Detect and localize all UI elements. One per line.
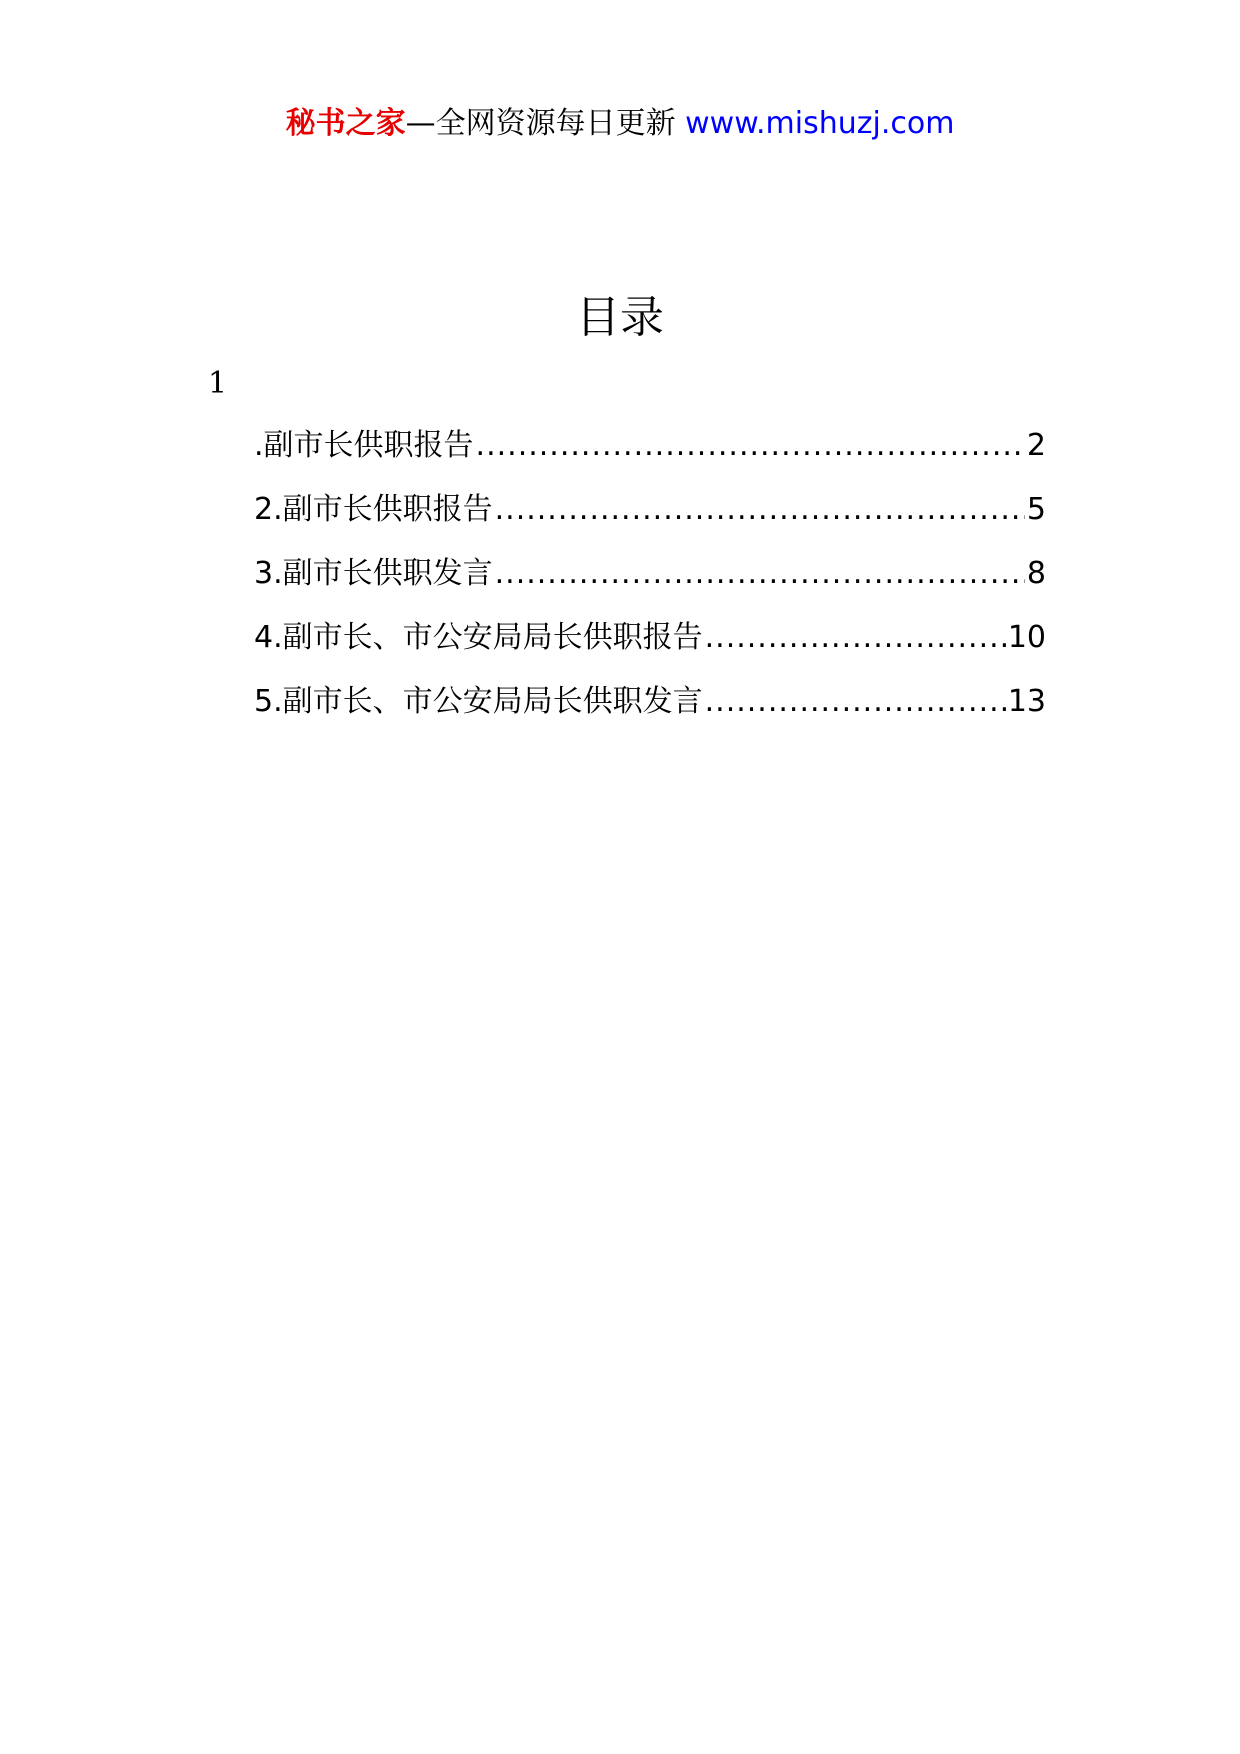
site-header xyxy=(0,104,1240,144)
toc-dot-leader xyxy=(705,682,1006,722)
toc-entry[interactable] xyxy=(254,490,1046,554)
brand-name: 秘书之家 xyxy=(285,106,406,141)
toc-dot-leader xyxy=(476,426,1025,466)
toc-dot-leader xyxy=(705,618,1006,658)
header-tagline: —全网资源每日更新 xyxy=(405,106,676,141)
toc-entry-label: 4.副市长、市公安局局长供职报告 xyxy=(254,620,703,655)
toc-entry-label: 3.副市长供职发言 xyxy=(254,556,493,591)
toc-dot-leader xyxy=(495,554,1025,594)
page-title: 目录 xyxy=(576,292,664,343)
table-of-contents xyxy=(254,426,1046,746)
toc-dot-leader xyxy=(495,490,1025,530)
toc-entry-page: 8 xyxy=(1026,556,1046,591)
toc-entry-page: 5 xyxy=(1026,492,1046,527)
stray-number: 1 xyxy=(208,366,228,401)
toc-entry[interactable] xyxy=(254,618,1046,682)
toc-entry-page: 2 xyxy=(1026,428,1046,463)
site-url[interactable]: www.mishuzj.com xyxy=(685,106,955,141)
toc-entry[interactable] xyxy=(254,426,1046,490)
toc-entry-label: 2.副市长供职报告 xyxy=(254,492,493,527)
toc-entry-page: 10 xyxy=(1007,620,1046,655)
toc-entry[interactable] xyxy=(254,554,1046,618)
toc-entry-label: 5.副市长、市公安局局长供职发言 xyxy=(254,684,703,719)
toc-entry[interactable] xyxy=(254,682,1046,746)
toc-entry-page: 13 xyxy=(1007,684,1046,719)
toc-entry-label: .副市长供职报告 xyxy=(254,428,474,463)
